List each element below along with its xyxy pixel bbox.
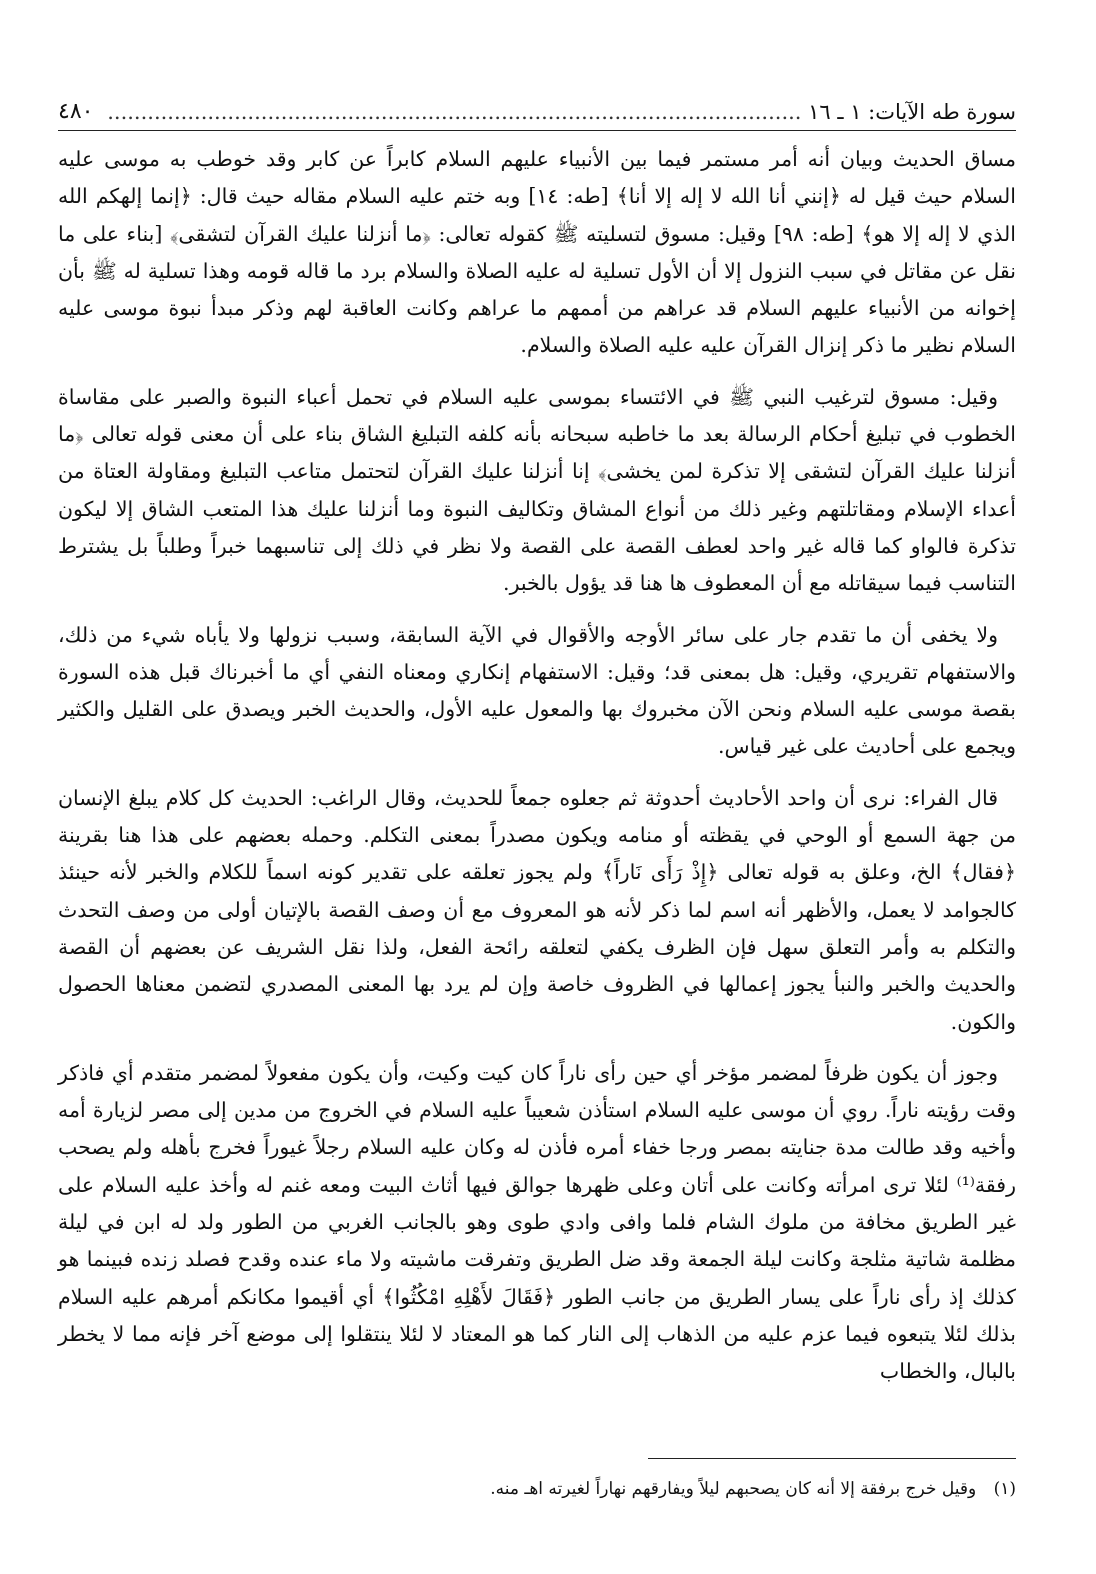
footnote-divider [648,1458,1016,1459]
footnote [58,1476,1016,1502]
footnote-text: وقيل خرج برفقة إلا أنه كان يصحبهم ليلاً ويفارقهم نهاراً لغيرته اهـ منه. [490,1479,977,1499]
page [58,84,1016,1524]
paragraph-2: وقيل: مسوق لترغيب النبي ﷺ في الائتساء بموسى عليه السلام في تحمل أعباء النبوة والصبر على مقاساة الخطوب في تبليغ أحكام الرسالة بعد ما خاطبه سبحانه بأنه كلفه التبليغ الشاق بناء على أن معنى قوله تعالى ﴿ما أنزلنا عليك القرآن لتشقى إلا تذكرة لمن يخشى﴾ إنا أنزلنا عليك القرآن لتحتمل متاعب التبليغ ومقاولة العتاة من أعداء الإسلام ومقاتلتهم وغير ذلك من أنواع المشاق وتكاليف النبوة وما أنزلنا عليك هذا المتعب الشاق إلا ليكون تذكرة فالواو كما قاله غير واحد لعطف القصة على القصة ولا نظر في ذلك إلى تناسبهما خبراً وطلباً بل يشترط التناسب فيما سيقاتله مع أن المعطوف ها هنا قد يؤول بالخبر. [58,384,1016,596]
page-body [58,141,1016,1391]
page-header [58,84,1016,131]
page-number: ٤٨٠ [58,99,94,124]
paragraph-5: وجوز أن يكون ظرفاً لمضمر مؤخر أي حين رأى ناراً كان كيت وكيت، وأن يكون مفعولاً لمضمر متقدم أي فاذكر وقت رؤيته ناراً. روي أن موسى عليه السلام استأذن شعيباً عليه السلام في الخروج من مدين إلى مصر لزيارة أمه وأخيه وقد طالت مدة جنايته بمصر ورجا خفاء أمره فأذن له وكان عليه السلام رجلاً غيوراً فخرج بأهله ولم يصحب رفقة⁽¹⁾ لئلا ترى امرأته وكانت على أتان وعلى ظهرها جوالق فيها أثاث البيت ومعه غنم له وأخذ عليه السلام على غير الطريق مخافة من ملوك الشام فلما وافى وادي طوى وهو بالجانب الغربي من الطور ولد له ابن في ليلة مظلمة شاتية مثلجة وكانت ليلة الجمعة وقد ضل الطريق وتفرقت ماشيته ولا ماء عنده وقدح فصلد زنده فبينما هو كذلك إذ رأى ناراً على يسار الطريق من جانب الطور ﴿فَقَالَ لأَهْلِهِ امْكُثُوا﴾ أي أقيموا مكانكم أمرهم عليه السلام بذلك لئلا يتبعوه فيما عزم عليه من الذهاب إلى النار كما هو المعتاد لا لئلا ينتقلوا إلى موضع آخر فإنه مما لا يخطر بالبال، والخطاب [58,1060,1016,1384]
footnote-mark: (١) [993,1479,1016,1499]
paragraph-1: مساق الحديث وبيان أنه أمر مستمر فيما بين الأنبياء عليهم السلام كابراً عن كابر وقد خوطب به موسى عليه السلام حيث قيل له ﴿إنني أنا الله لا إله إلا أنا﴾ [طه: ١٤] وبه ختم عليه السلام مقاله حيث قال: ﴿إنما إلهكم الله الذي لا إله إلا هو﴾ [طه: ٩٨] وقيل: مسوق لتسليته ﷺ كقوله تعالى: ﴿ما أنزلنا عليك القرآن لتشقى﴾ [بناء على ما نقل عن مقاتل في سبب النزول إلا أن الأول تسلية له عليه الصلاة والسلام برد ما قاله قومه وهذا تسلية له ﷺ بأن إخوانه من الأنبياء عليهم السلام قد عراهم من أممهم ما عراهم وكانت العاقبة لهم وذكر مبدأ نبوة موسى عليه السلام نظير ما ذكر إنزال القرآن عليه عليه الصلاة والسلام. [58,147,1017,358]
running-title: سورة طه الآيات: ١ ـ ١٦ ..... [93,100,1016,124]
paragraph-4: قال الفراء: نرى أن واحد الأحاديث أحدوثة ثم جعلوه جمعاً للحديث، وقال الراغب: الحديث كل كلام يبلغ الإنسان من جهة السمع أو الوحي في يقظته أو منامه ويكون مصدراً بمعنى التكلم. وحمله بعضهم على هذا هنا بقرينة ﴿فقال﴾ الخ، وعلق به قوله تعالى ﴿إِذْ رَأَى نَاراً﴾ ولم يجوز تعلقه على تقدير كونه اسماً للكلام والخبر لأنه حينئذ كالجوامد لا يعمل، والأظهر أنه اسم لما ذكر لأنه هو المعروف مع أن وصف القصة بالإتيان أولى من وصف التحدث والتكلم به وأمر التعلق سهل فإن الظرف يكفي لتعلقه رائحة الفعل، ولذا نقل الشريف عن بعضهم أن القصة والحديث والخبر والنبأ يجوز إعمالها في الظروف خاصة وإن لم يرد بها المعنى المصدري لتضمن معناها الحصول والكون. [58,785,1016,1034]
paragraph-3: ولا يخفى أن ما تقدم جار على سائر الأوجه والأقوال في الآية السابقة، وسبب نزولها ولا يأباه شيء من ذلك، والاستفهام تقريري، وقيل: هل بمعنى قد؛ وقيل: الاستفهام إنكاري ومعناه النفي أي ما أخبرناك قبل هذه السورة بقصة موسى عليه السلام ونحن الآن مخبروك بها والمعول عليه الأول، والحديث الخبر ويصدق على القليل والكثير ويجمع على أحاديث على غير قياس. [58,622,1016,759]
